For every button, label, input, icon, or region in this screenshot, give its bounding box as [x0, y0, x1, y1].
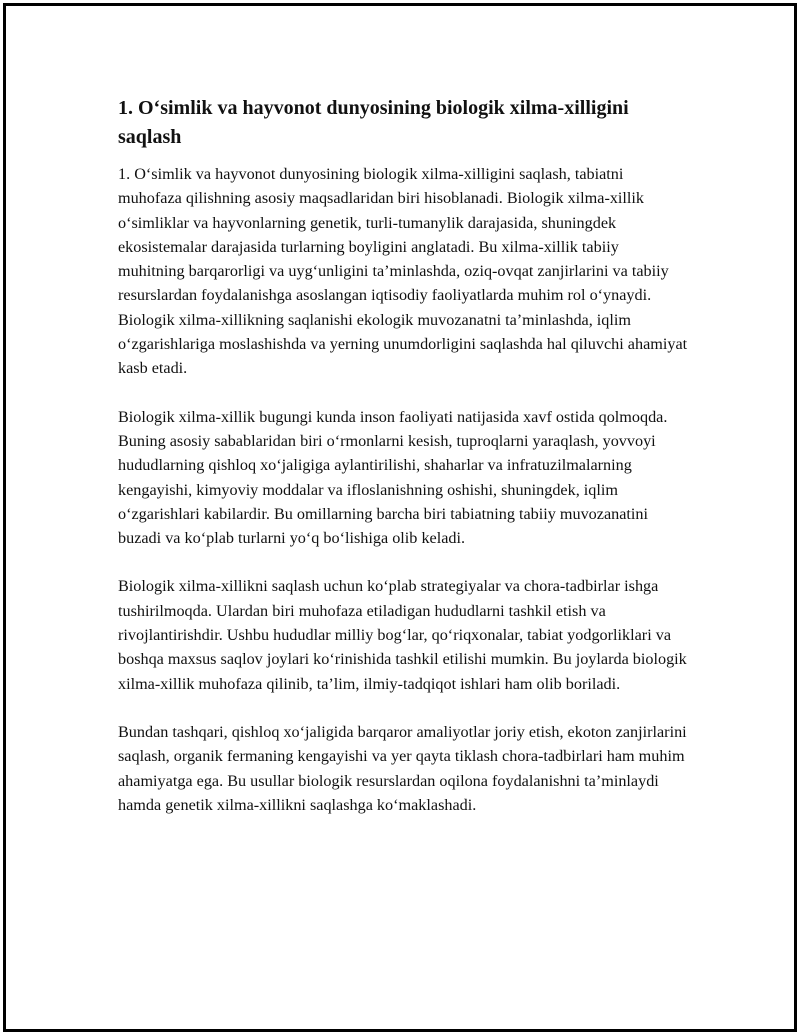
paragraph-4: Bundan tashqari, qishloq xo‘jaligida barqaror amaliyotlar joriy etish, ekoton zanjirlarini saqlash, organik fermaning kengayishi va yer qayta tiklash chora-tadbirlari ham muhim ahamiyatga ega. Bu usullar biologik resurslardan oqilona foydalanishni ta’minlaydi hamda genetik xilma-xillikni saqlashga ko‘maklashadi.: [118, 722, 687, 814]
paragraph-3: Biologik xilma-xillikni saqlash uchun ko‘plab strategiyalar va chora-tadbirlar ishga tushirilmoqda. Ulardan biri muhofaza etiladigan hududlarni tashkil etish va rivojlantirishdir. Ushbu hududlar milliy bog‘lar, qo‘riqxonalar, tabiat yodgorliklari va boshqa maxsus saqlov joylari ko‘rinishida tashkil etilishi mumkin. Bu joylarda biologik xilma-xillik muhofaza qilinib, ta’lim, ilmiy-tadqiqot ishlari ham olib boriladi.: [118, 577, 687, 693]
section-heading: 1. O‘simlik va hayvonot dunyosining biologik xilma-xilligini saqlash: [118, 97, 629, 148]
document-body: [118, 94, 688, 841]
paragraph-1: 1. O‘simlik va hayvonot dunyosining biologik xilma-xilligini saqlash, tabiatni muhofaza qilishning asosiy maqsadlaridan biri hisoblanadi. Biologik xilma-xillik o‘simliklar va hayvonlarning genetik, turli-tumanylik darajasida, shuningdek ekosistemalar darajasida turlarning boyligini anglatadi. Bu xilma-xillik tabiiy muhitning barqarorligi va uyg‘unligini ta’minlashda, oziq-ovqat zanjirlarini va tabiiy resurslardan foydalanishga asoslangan iqtisodiy faoliyatlarda muhim rol o‘ynaydi. Biologik xilma-xillikning saqlanishi ekologik muvozanatni ta’minlashda, iqlim o‘zgarishlariga moslashishda va yerning unumdorligini saqlashda hal qiluvchi ahamiyat kasb etadi.: [118, 165, 688, 378]
paragraph-2: Biologik xilma-xillik bugungi kunda inson faoliyati natijasida xavf ostida qolmoqda. Buning asosiy sabablaridan biri o‘rmonlarni kesish, tuproqlarni yaraqlash, yovvoyi hududlarning qishloq xo‘jaligiga aylantirilishi, shaharlar va infratuzilmalarning kengayishi, kimyoviy moddalar va ifloslanishning oshishi, shuningdek, iqlim o‘zgarishlari kabilardir. Bu omillarning barcha biri tabiatning tabiiy muvozanatini buzadi va ko‘plab turlarni yo‘q bo‘lishiga olib keladi.: [118, 407, 668, 548]
